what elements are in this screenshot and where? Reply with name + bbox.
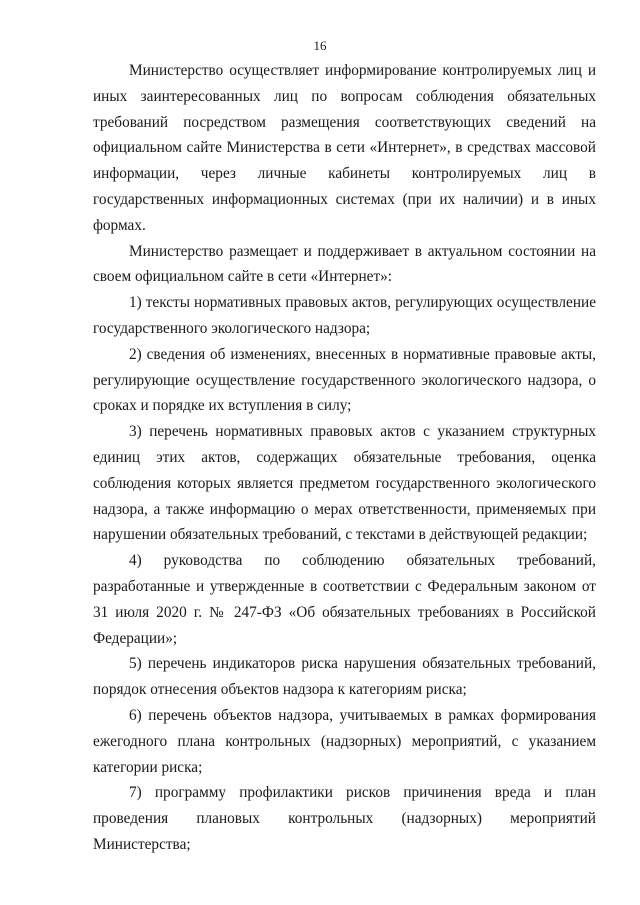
list-item-1: 1) тексты нормативных правовых актов, регулирующих осуществление государственного экологического надзора; (93, 294, 596, 337)
list-item-3: 3) перечень нормативных правовых актов с указанием структурных единиц этих актов, содержащих обязательные требования, оценка соблюдения которых является предметом государственного экологического надзора, а также информацию о мерах ответственности, применяемых при нарушении обязательных требований, с текстами в действующей редакции; (93, 423, 596, 544)
paragraph-informing: Министерство осуществляет информирование контролируемых лиц и иных заинтересованных лиц по вопросам соблюдения обязательных требований посредством размещения соответствующих сведений на официальном сайте Министерства в сети «Интернет», в средствах массовой информации, через личные кабинеты контролируемых лиц в государственных информационных системах (при их наличии) и в иных формах. (93, 62, 596, 234)
list-item-7: 7) программу профилактики рисков причинения вреда и план проведения плановых контрольных (надзорных) мероприятий Министерства; (93, 784, 596, 853)
list-item-5: 5) перечень индикаторов риска нарушения обязательных требований, порядок отнесения объектов надзора к категориям риска; (93, 655, 596, 699)
list-item-2: 2) сведения об изменениях, внесенных в нормативные правовые акты, регулирующие осуществление государственного экологического надзора, о сроках и порядке их вступления в силу; (93, 345, 596, 415)
paragraph-website-intro: Министерство размещает и поддерживает в актуальном состоянии на своем официальном сайте в сети «Интернет»: (93, 242, 596, 286)
list-item-6: 6) перечень объектов надзора, учитываемых в рамках формирования ежегодного плана контрольных (надзорных) мероприятий, с указанием категории риска; (93, 706, 596, 776)
document-body (93, 58, 596, 858)
list-item-4: 4) руководства по соблюдению обязательных требований, разработанные и утвержденные в соответствии с Федеральным законом от 31 июля 2020 г. № 247-ФЗ «Об обязательных требованиях в Российской Федерации»; (93, 552, 596, 647)
page-number: 16 (313, 38, 327, 53)
